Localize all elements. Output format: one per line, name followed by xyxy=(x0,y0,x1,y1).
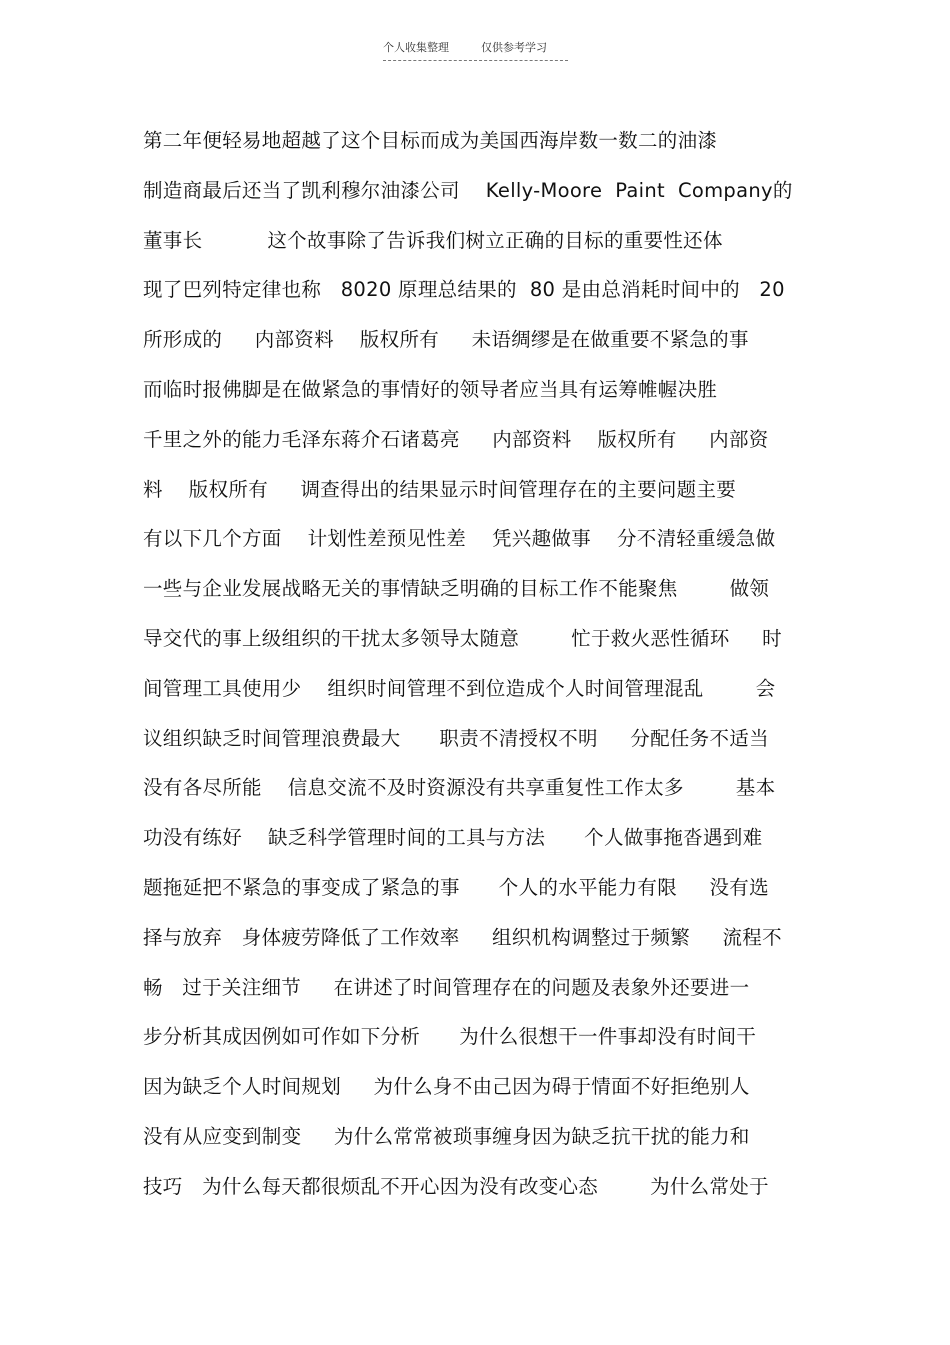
text-line: 议组织缺乏时间管理浪费最大 职责不清授权不明 分配任务不适当 xyxy=(143,726,769,750)
text-line: 因为缺乏个人时间规划 为什么身不由己因为碍于情面不好拒绝别人 xyxy=(143,1075,750,1099)
document-body xyxy=(143,116,823,1212)
text-line: 步分析其成因例如可作如下分析 为什么很想干一件事却没有时间干 xyxy=(143,1025,757,1049)
text-line: 料 版权所有 调查得出的结果显示时间管理存在的主要问题主要 xyxy=(143,477,737,501)
text-line: 有以下几个方面 计划性差预见性差 凭兴趣做事 分不清轻重缓急做 xyxy=(143,527,776,551)
page-header xyxy=(383,40,568,61)
text-line: 没有从应变到制变 为什么常常被琐事缠身因为缺乏抗干扰的能力和 xyxy=(143,1124,750,1148)
text-line: 制造商最后还当了凯利穆尔油漆公司 Kelly-Moore Paint Company的 xyxy=(143,178,793,202)
text-line: 导交代的事上级组织的干扰太多领导太随意 忙于救火恶性循环 时 xyxy=(143,626,782,650)
text-line: 题拖延把不紧急的事变成了紧急的事 个人的水平能力有限 没有选 xyxy=(143,875,769,899)
text-line: 择与放弃 身体疲劳降低了工作效率 组织机构调整过于频繁 流程不 xyxy=(143,925,782,949)
text-line: 千里之外的能力毛泽东蒋介石诸葛亮 内部资料 版权所有 内部资 xyxy=(143,427,769,451)
text-line: 技巧 为什么每天都很烦乱不开心因为没有改变心态 为什么常处于 xyxy=(143,1174,769,1198)
text-line: 现了巴列特定律也称 8020 原理总结果的 80 是由总消耗时间中的 20 xyxy=(143,278,785,302)
header-right-text: 仅供参考学习 xyxy=(481,41,547,54)
text-line: 间管理工具使用少 组织时间管理不到位造成个人时间管理混乱 会 xyxy=(143,676,776,700)
text-line: 而临时报佛脚是在做紧急的事情好的领导者应当具有运筹帷幄决胜 xyxy=(143,377,718,401)
text-line: 没有各尽所能 信息交流不及时资源没有共享重复性工作太多 基本 xyxy=(143,776,776,800)
header-left-text: 个人收集整理 xyxy=(383,41,449,54)
text-line: 董事长 这个故事除了告诉我们树立正确的目标的重要性还体 xyxy=(143,228,723,252)
text-line: 一些与企业发展战略无关的事情缺乏明确的目标工作不能聚焦 做领 xyxy=(143,577,770,601)
text-line: 所形成的 内部资料 版权所有 未语绸缪是在做重要不紧急的事 xyxy=(143,328,749,352)
text-line: 畅 过于关注细节 在讲述了时间管理存在的问题及表象外还要进一 xyxy=(143,975,750,999)
text-line: 第二年便轻易地超越了这个目标而成为美国西海岸数一数二的油漆 xyxy=(143,129,718,152)
text-line: 功没有练好 缺乏科学管理时间的工具与方法 个人做事拖沓遇到难 xyxy=(143,826,763,850)
